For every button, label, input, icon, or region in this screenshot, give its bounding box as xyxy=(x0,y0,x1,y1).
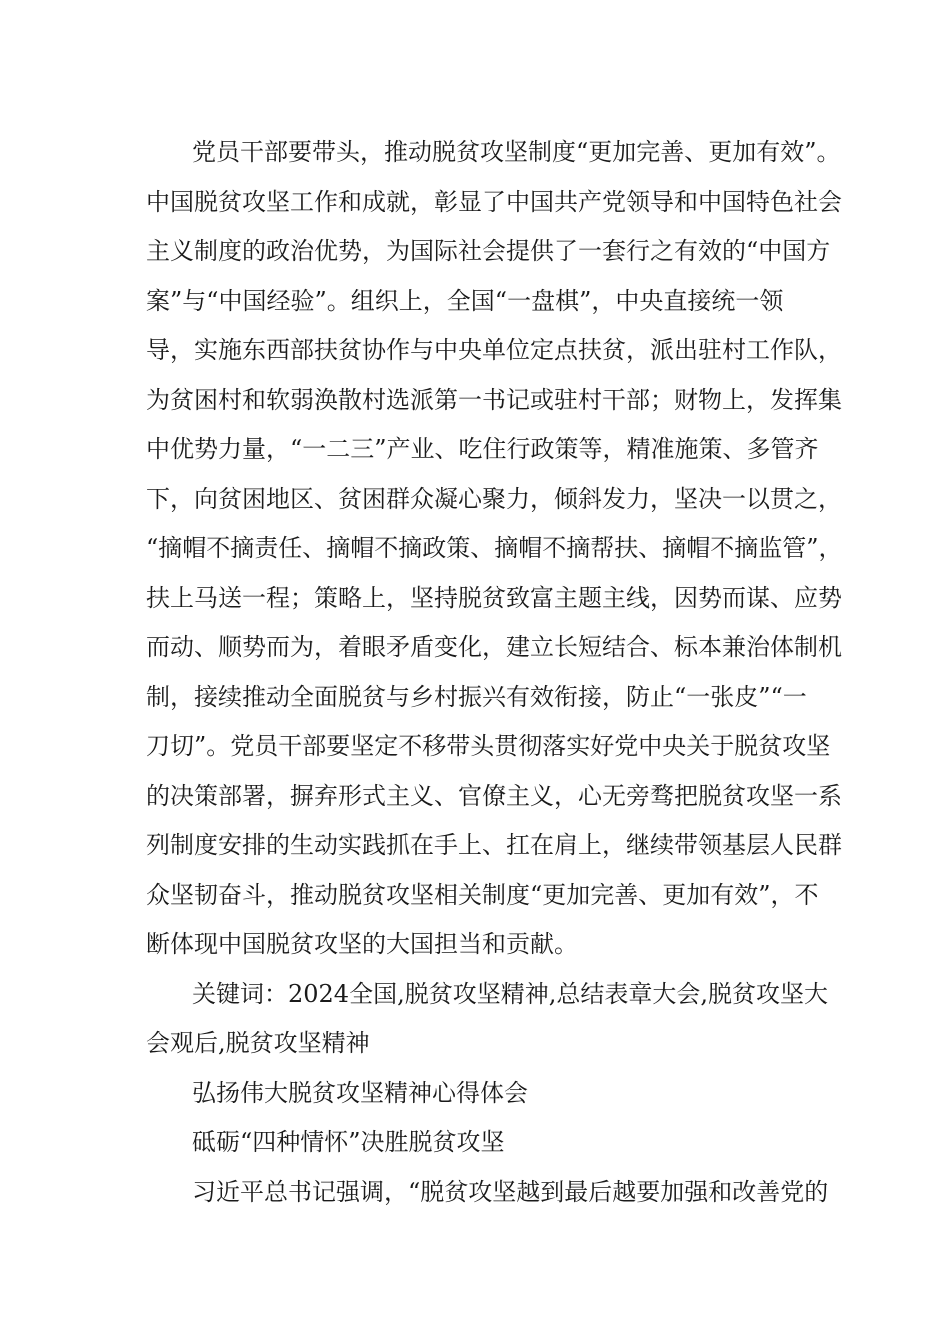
paragraph-line: 中优势力量，“一二三”产业、吃住行政策等，精准施策、多管齐 xyxy=(146,435,819,463)
paragraph-line: “摘帽不摘责任、摘帽不摘政策、摘帽不摘帮扶、摘帽不摘监管”， xyxy=(146,534,843,562)
paragraph-line: 党员干部要带头，推动脱贫攻坚制度“更加完善、更加有效”。 xyxy=(192,138,841,166)
paragraph-line: 而动、顺势而为，着眼矛盾变化，建立长短结合、标本兼治体制机 xyxy=(146,633,842,661)
paragraph-line: 的决策部署，摒弃形式主义、官僚主义，心无旁骛把脱贫攻坚一系 xyxy=(146,781,842,810)
document-body xyxy=(146,128,843,1217)
keywords-line: 会观后,脱贫攻坚精神 xyxy=(146,1029,370,1057)
paragraph-line: 制，接续推动全面脱贫与乡村振兴有效衔接，防止“一张皮”“一 xyxy=(146,682,807,711)
heading-line: 砥砺“四种情怀”决胜脱贫攻坚 xyxy=(192,1128,505,1156)
paragraph-line: 众坚韧奋斗，推动脱贫攻坚相关制度“更加完善、更加有效”，不 xyxy=(146,880,819,909)
paragraph-line: 为贫困村和软弱涣散村选派第一书记或驻村干部；财物上，发挥集 xyxy=(146,385,842,414)
paragraph-line: 断体现中国脱贫攻坚的大国担当和贡献。 xyxy=(146,930,578,958)
paragraph-line: 主义制度的政治优势，为国际社会提供了一套行之有效的“中国方 xyxy=(146,237,831,265)
keywords-line: 关键词：2024全国,脱贫攻坚精神,总结表章大会,脱贫攻坚大 xyxy=(192,979,828,1008)
paragraph-line: 刀切”。党员干部要坚定不移带头贯彻落实好党中央关于脱贫攻坚 xyxy=(146,732,831,760)
paragraph-line: 中国脱贫攻坚工作和成就，彰显了中国共产党领导和中国特色社会 xyxy=(146,187,842,216)
paragraph-line: 导，实施东西部扶贫协作与中央单位定点扶贫，派出驻村工作队， xyxy=(146,336,842,364)
paragraph-line: 习近平总书记强调，“脱贫攻坚越到最后越要加强和改善党的 xyxy=(192,1177,829,1206)
heading-line: 弘扬伟大脱贫攻坚精神心得体会 xyxy=(192,1078,528,1107)
paragraph-line: 案”与“中国经验”。组织上，全国“一盘棋”，中央直接统一领 xyxy=(146,286,784,315)
paragraph-line: 扶上马送一程；策略上，坚持脱贫致富主题主线，因势而谋、应势 xyxy=(146,583,842,612)
paragraph-line: 下，向贫困地区、贫困群众凝心聚力，倾斜发力，坚决一以贯之， xyxy=(146,484,842,513)
paragraph-line: 列制度安排的生动实践抓在手上、扛在肩上，继续带领基层人民群 xyxy=(146,831,842,859)
